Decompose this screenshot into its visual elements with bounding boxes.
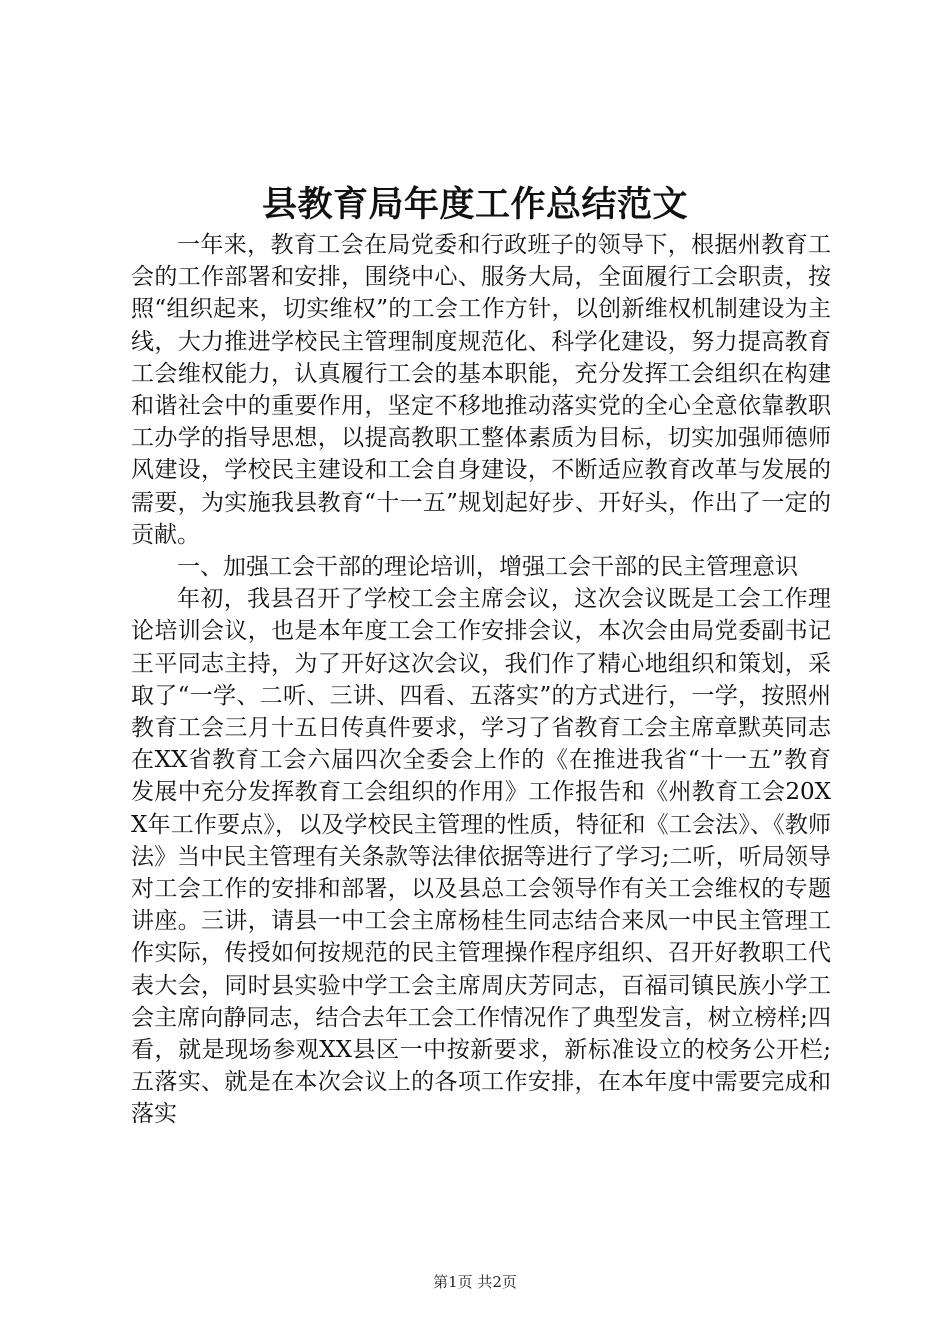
section-heading-1: 一、加强工会干部的理论培训，增强工会干部的民主管理意识 bbox=[177, 554, 798, 581]
paragraph-section-1: 年初，我县召开了学校工会主席会议，这次会议既是工会工作理论培训会议，也是本年度工会工作安排会议，本次会由局党委副书记王平同志主持，为了开好这次会议，我们作了精心地组织和策划，采取了“一学、二听、三讲、四看、五落实”的方式进行，一学，按照州教育工会三月十五日传真件要求，学习了省教育工会主席章默英同志在XX省教育工会六届四次全委会上作的《在推进我省“十一五”教育发展中充分发挥教育工会组织的作用》工作报告和《州教育工会20XX年工作要点》，以及学校民主管理的性质，特征和《工会法》、《教师法》当中民主管理有关条款等法律依据等进行了学习;二听，听局领导对工会工作的安排和部署，以及县总工会领导作有关工会维权的专题讲座。三讲，请县一中工会主席杨桂生同志结合来凤一中民主管理工作实际，传授如何按规范的民主管理操作程序组织、召开好教职工代表大会，同时县实验中学工会主席周庆芳同志，百福司镇民族小学工会主席向静同志，结合去年工会工作情况作了典型发言，树立榜样;四看，就是现场参观XX县区一中按新要求，新标准设立的校务公开栏;五落实、就是在本次会议上的各项工作安排，在本年度中需要完成和落实 bbox=[131, 586, 831, 1128]
document-title: 县教育局年度工作总结范文 bbox=[261, 184, 688, 225]
document-body bbox=[131, 229, 831, 1131]
page-number-footer: 第1页 共2页 bbox=[433, 1273, 517, 1291]
paragraph-intro: 一年来，教育工会在局党委和行政班子的领导下，根据州教育工会的工作部署和安排，围绕中心、服务大局，全面履行工会职责，按照“组织起来，切实维权”的工会工作方针，以创新维权机制建设为主线，大力推进学校民主管理制度规范化、科学化建设，努力提高教育工会维权能力，认真履行工会的基本职能，充分发挥工会组织在构建和谐社会中的重要作用，坚定不移地推动落实党的全心全意依靠教职工办学的指导思想，以提高教职工整体素质为目标，切实加强师德师风建设，学校民主建设和工会自身建设，不断适应教育改革与发展的需要，为实施我县教育“十一五”规划起好步、开好头，作出了一定的贡献。 bbox=[131, 232, 831, 548]
